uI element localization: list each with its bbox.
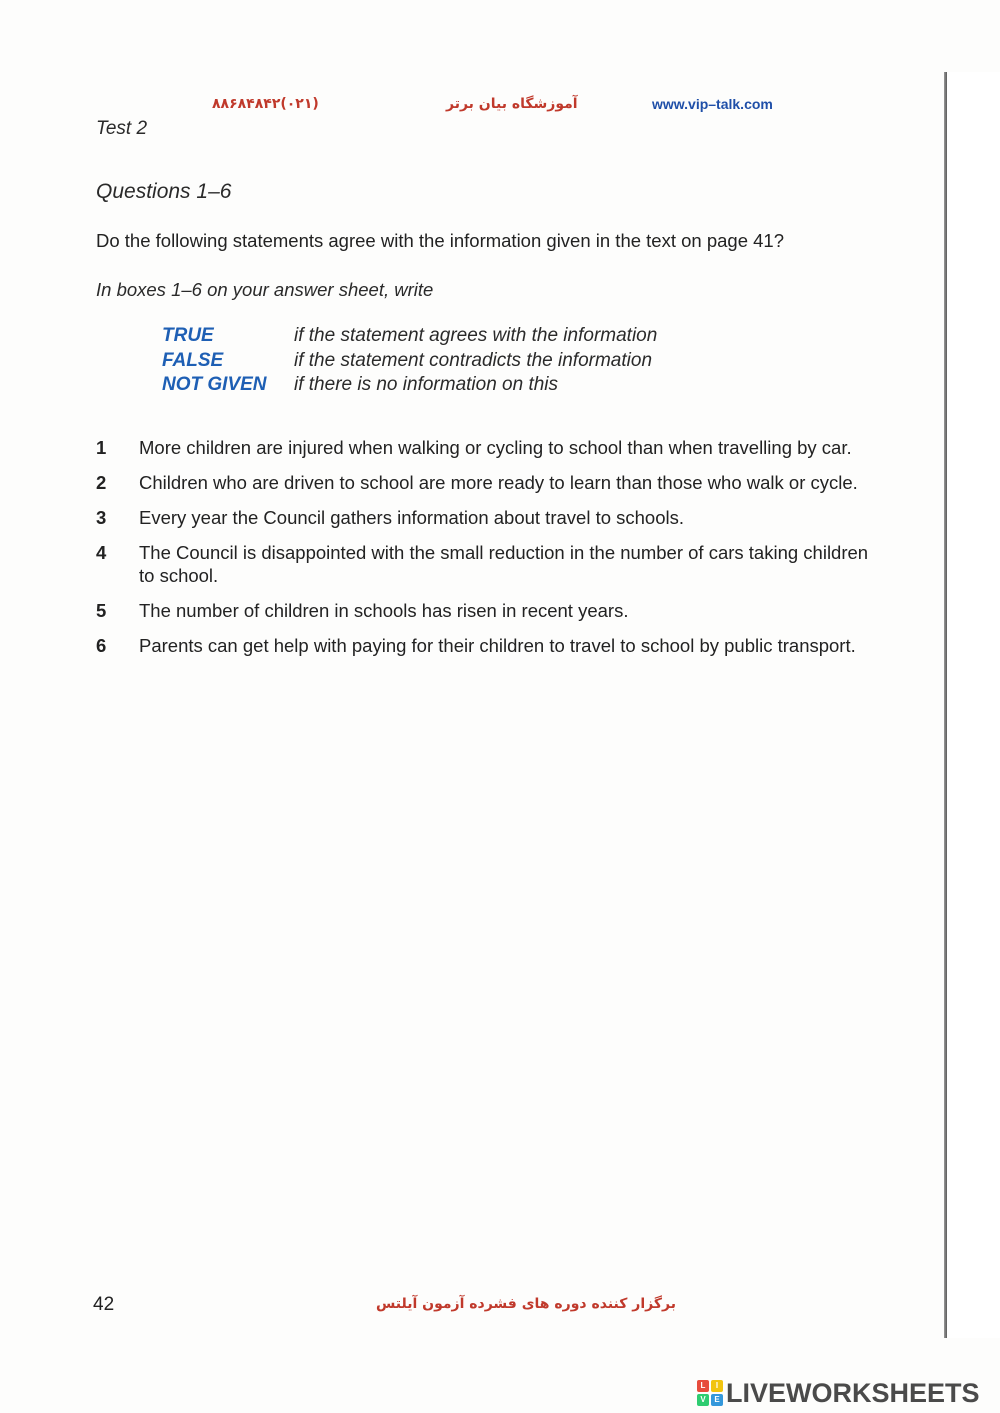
logo-cell: E (711, 1394, 723, 1406)
question-number: 2 (96, 472, 107, 493)
question-text: Parents can get help with paying for their children to travel to school by public transport. (139, 635, 856, 656)
question-number: 3 (96, 507, 107, 528)
page-margin (947, 72, 1000, 1338)
header-url: www.vip–talk.com (652, 96, 773, 112)
key-definition: if there is no information on this (294, 374, 559, 395)
question-number: 5 (96, 600, 107, 621)
liveworksheets-icon (697, 1380, 723, 1406)
logo-cell: V (697, 1394, 709, 1406)
logo-cell: I (711, 1380, 723, 1392)
key-term-not-given: NOT GIVEN (162, 374, 267, 395)
question-number: 4 (96, 542, 107, 563)
footer-text: برگزار کننده دوره های فشرده آزمون آیلتس (376, 1296, 676, 1312)
test-label: Test 2 (96, 118, 148, 139)
liveworksheets-text: LIVEWORKSHEETS (726, 1377, 980, 1408)
questions-title: Questions 1–6 (96, 180, 232, 203)
header-school-name: آموزشگاه بیان برتر (446, 96, 578, 112)
key-definition: if the statement agrees with the information (294, 325, 658, 346)
question-item (96, 436, 886, 459)
question-number: 6 (96, 635, 107, 656)
question-text: More children are injured when walking or cycling to school than when travelling by car. (139, 437, 852, 458)
key-term-false: FALSE (162, 349, 224, 371)
page-number: 42 (93, 1294, 115, 1315)
logo-cell: L (697, 1380, 709, 1392)
instruction-answer-sheet: In boxes 1–6 on your answer sheet, write (96, 279, 434, 300)
question-item (96, 599, 886, 622)
question-text: The Council is disappointed with the small reduction in the number of cars taking children to school. (139, 542, 869, 586)
question-text: Children who are driven to school are more ready to learn than those who walk or cycle. (139, 472, 858, 493)
liveworksheets-logo (697, 1378, 980, 1408)
question-item (96, 541, 886, 587)
header-phone: (۰۲۱)۸۸۶۸۴۸۴۲ (212, 96, 319, 112)
question-number: 1 (96, 437, 107, 458)
key-term-true: TRUE (162, 325, 214, 346)
question-list (96, 436, 886, 669)
question-text: Every year the Council gathers information about travel to schools. (139, 507, 685, 528)
key-definition: if the statement contradicts the information (294, 349, 653, 371)
question-item (96, 634, 886, 657)
question-item (96, 471, 886, 494)
question-text: The number of children in schools has risen in recent years. (139, 600, 629, 621)
instruction: Do the following statements agree with the information given in the text on page 41? (96, 230, 785, 251)
question-item (96, 506, 886, 529)
